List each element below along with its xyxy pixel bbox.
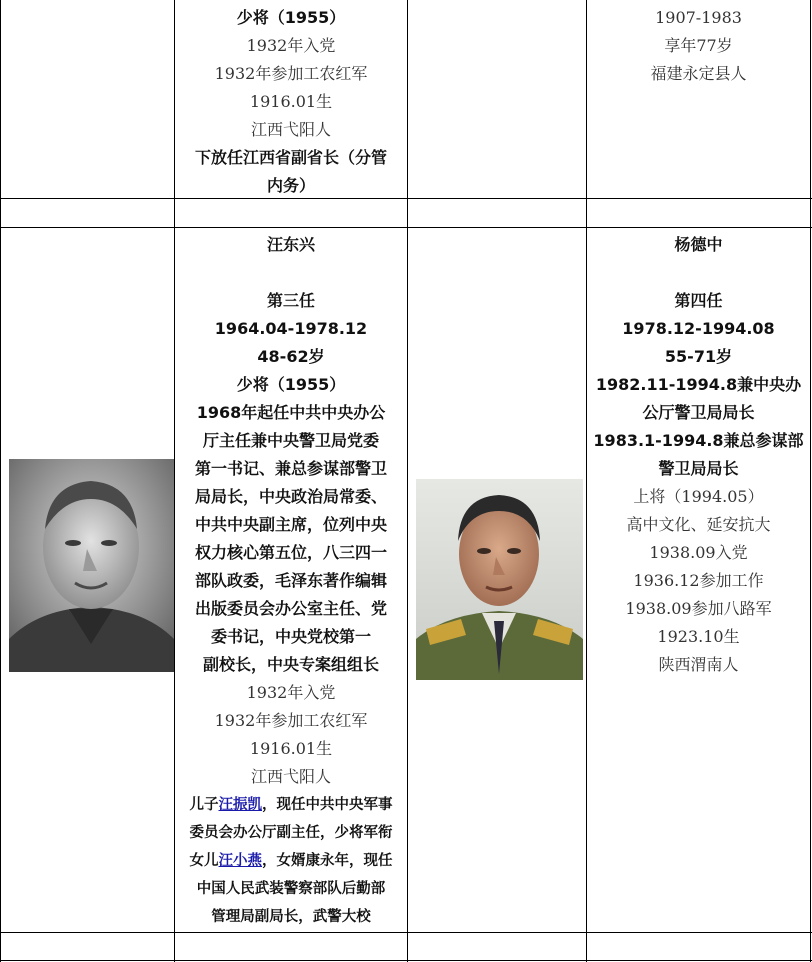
info-line: 1916.01生 — [249, 92, 333, 111]
bio-line: 1968年起任中共中央办公 — [196, 403, 386, 422]
table-border — [0, 227, 812, 228]
info-line: 1938.09参加八路军 — [625, 599, 772, 618]
tenure-dates: 1964.04-1978.12 — [214, 319, 368, 338]
daughter-prefix: 女儿 — [189, 853, 219, 869]
bio-line: 部队政委，毛泽东著作编辑 — [194, 571, 387, 590]
bio-line: 1982.11-1994.8兼中央办 — [595, 375, 802, 394]
daughter-name-link[interactable]: 汪小燕 — [218, 853, 262, 869]
table-border — [0, 960, 812, 961]
bio-line: 中共中央副主席，位列中央 — [194, 515, 387, 534]
info-line: 江西弋阳人 — [250, 120, 331, 139]
bio-line: 内务） — [266, 176, 315, 195]
tenure-label: 第三任 — [266, 291, 315, 310]
top-middle-cell — [175, 4, 407, 200]
info-line: 1923.10生 — [657, 627, 740, 646]
table-border — [810, 0, 811, 962]
tenure-label: 第四任 — [674, 291, 723, 310]
info-line: 1932年入党 — [246, 36, 336, 55]
info-line: 1916.01生 — [249, 739, 333, 758]
bio-line: 警卫局局长 — [658, 459, 739, 478]
wang-dongxing-photo — [9, 459, 174, 672]
yang-dezhong-photo — [416, 479, 583, 680]
family-line: 委员会办公厅副主任，少将军衔 — [189, 825, 393, 841]
bio-line: 副校长，中央专案组组长 — [202, 655, 379, 674]
info-line: 江西弋阳人 — [250, 767, 331, 786]
info-line: 1936.12参加工作 — [633, 571, 764, 590]
info-line: 1932年入党 — [246, 683, 336, 702]
info-line: 1907-1983 — [655, 8, 742, 27]
tenure-dates: 1978.12-1994.08 — [622, 319, 775, 338]
bio-line: 局局长，中央政治局常委、 — [194, 487, 387, 506]
bio-line: 第一书记、兼总参谋部警卫 — [194, 459, 387, 478]
bio-line: 公厅警卫局局长 — [642, 403, 755, 422]
bio-line: 权力核心第五位，八三四一 — [194, 543, 387, 562]
family-line — [175, 847, 407, 875]
family-line — [175, 791, 407, 819]
yang-dezhong-cell — [587, 231, 810, 679]
rank-text: 少将（1955） — [236, 8, 346, 27]
info-line: 1938.09入党 — [649, 543, 748, 562]
info-line: 福建永定县人 — [650, 64, 747, 83]
son-prefix: 儿子 — [189, 797, 219, 813]
info-line: 1932年参加工农红军 — [214, 64, 368, 83]
table-border — [407, 0, 408, 962]
family-line: 中国人民武装警察部队后勤部 — [196, 881, 386, 897]
table-border — [0, 932, 812, 933]
person-name: 杨德中 — [674, 235, 723, 254]
wang-dongxing-cell — [175, 231, 407, 931]
bio-line: 出版委员会办公室主任、党 — [194, 599, 387, 618]
info-line: 陕西渭南人 — [658, 655, 739, 674]
age-range: 55-71岁 — [664, 347, 733, 366]
age-range: 48-62岁 — [257, 347, 325, 366]
info-line: 上将（1994.05） — [633, 487, 764, 506]
info-line: 高中文化、延安抗大 — [626, 515, 771, 534]
top-right-cell — [587, 4, 810, 88]
family-line: 管理局副局长，武警大校 — [211, 909, 371, 925]
person-name: 汪东兴 — [266, 235, 315, 254]
son-suffix: ，现任中共中央军事 — [262, 797, 393, 813]
bio-line: 下放任江西省副省长（分管 — [194, 148, 387, 167]
bio-line: 委书记，中央党校第一 — [210, 627, 371, 646]
daughter-suffix: ，女婿康永年，现任 — [262, 853, 393, 869]
info-line: 1932年参加工农红军 — [214, 711, 368, 730]
bio-line: 厅主任兼中央警卫局党委 — [202, 431, 379, 450]
info-line: 享年77岁 — [664, 36, 733, 55]
rank-text: 少将（1955） — [236, 375, 346, 394]
table-border — [0, 0, 1, 962]
bio-line: 1983.1-1994.8兼总参谋部 — [593, 431, 804, 450]
son-name-link[interactable]: 汪振凯 — [218, 797, 262, 813]
